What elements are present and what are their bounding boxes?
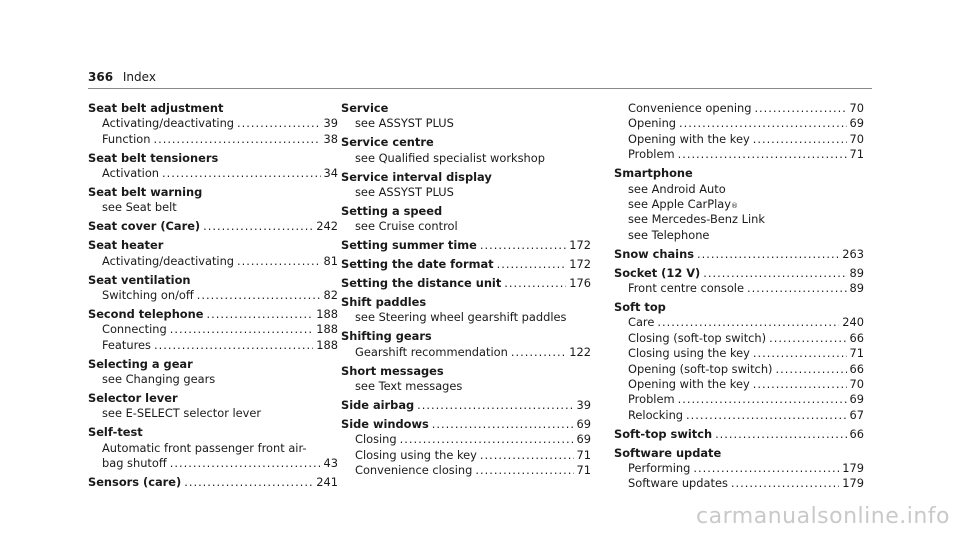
index-entry-heading (341, 204, 591, 219)
entry-term: Soft top (614, 299, 666, 314)
page-reference: 71 (576, 463, 591, 478)
entry-term: Socket (12 V) (614, 265, 701, 280)
index-subentry (88, 441, 338, 456)
index-entry (341, 238, 591, 253)
dot-leader (678, 392, 847, 407)
subentry-text: see Changing gears (102, 372, 216, 386)
index-subentry (614, 116, 864, 131)
page-reference: 89 (849, 280, 864, 295)
index-entry-heading (88, 219, 338, 234)
header-rule (88, 88, 872, 89)
subentry-text: see ASSYST PLUS (355, 185, 454, 200)
entry-term: Self-test (88, 425, 143, 440)
page-reference: 242 (316, 219, 338, 234)
page-reference: 188 (316, 322, 338, 337)
dot-leader (162, 166, 320, 181)
index-entry (88, 151, 338, 182)
subentry-text: Opening (628, 116, 677, 131)
index-subentry (88, 200, 338, 215)
page-reference: 172 (569, 238, 591, 253)
subentry-text: see Text messages (355, 379, 463, 393)
index-subentry (88, 372, 338, 387)
index-entry (88, 238, 338, 269)
dot-leader (203, 219, 313, 234)
dot-leader (753, 346, 847, 361)
subentry-text: see Android Auto (628, 181, 726, 196)
page-reference: 66 (849, 361, 864, 376)
entry-term: Seat belt adjustment (88, 101, 224, 115)
index-entry-heading (88, 238, 338, 253)
entry-term: Side airbag (341, 397, 415, 412)
page-reference: 71 (849, 346, 864, 361)
dot-leader (747, 281, 847, 296)
entry-term: Seat cover (Care) (88, 219, 201, 234)
index-subentry (614, 461, 864, 476)
index-entry (614, 101, 864, 163)
subentry-text: Activating/deactivating (102, 253, 235, 268)
index-entry (341, 101, 591, 132)
index-subentry (341, 219, 591, 234)
index-entry-heading (88, 185, 338, 200)
dot-leader (776, 362, 847, 377)
subentry-text: Activation (102, 166, 160, 181)
index-subentry (341, 379, 591, 394)
dot-leader (497, 257, 567, 272)
dot-leader (432, 417, 574, 432)
index-subentry (614, 212, 864, 227)
index-entry (341, 417, 591, 479)
index-subentry (614, 228, 864, 243)
index-entry (88, 273, 338, 304)
dot-leader (703, 266, 846, 281)
index-subentry (88, 338, 338, 353)
subentry-text: Front centre console (628, 280, 744, 295)
index-entry-heading (88, 357, 338, 372)
dot-leader (480, 448, 574, 463)
entry-term: Setting summer time (341, 238, 477, 253)
index-entry-heading (341, 238, 591, 253)
subentry-text: see Steering wheel gearshift paddles (355, 310, 567, 325)
dot-leader (511, 345, 566, 360)
index-subentry (614, 281, 864, 296)
index-subentry (341, 151, 591, 166)
entry-term: Service centre (341, 135, 434, 150)
page-reference: 66 (849, 426, 864, 441)
page-header (88, 70, 156, 84)
index-entry-heading (341, 417, 591, 432)
subentry-text: Closing using the key (628, 346, 750, 361)
index-subentry (614, 392, 864, 407)
page-reference: 176 (569, 276, 591, 291)
index-entry (341, 329, 591, 360)
subentry-text: Performing (628, 460, 691, 475)
index-subentry (88, 288, 338, 303)
dot-leader (715, 427, 846, 442)
index-subentry (614, 408, 864, 423)
dot-leader (504, 276, 566, 291)
subentry-text: Closing using the key (355, 447, 477, 462)
index-entry-heading (341, 398, 591, 413)
entry-term: Selector lever (88, 390, 178, 405)
entry-term: Setting the date format (341, 257, 494, 272)
subentry-text: Activating/deactivating (102, 116, 235, 131)
subentry-text: see Seat belt (102, 200, 177, 215)
index-entry-heading (341, 276, 591, 291)
index-entry-heading (88, 425, 338, 440)
dot-leader (170, 456, 321, 471)
dot-leader (153, 132, 320, 147)
index-entry (614, 166, 864, 243)
page-reference: 66 (849, 330, 864, 345)
index-entry (341, 295, 591, 326)
dot-leader (679, 116, 846, 131)
index-entry-heading (88, 101, 338, 116)
dot-leader (753, 377, 847, 392)
subentry-text: see ASSYST PLUS (355, 116, 454, 131)
subentry-text: Problem (628, 392, 675, 407)
index-entry-heading (341, 257, 591, 272)
page-reference: 34 (323, 166, 338, 181)
index-subentry (614, 132, 864, 147)
index-entry (88, 101, 338, 147)
dot-leader (154, 338, 313, 353)
index-column-1 (88, 101, 338, 490)
subentry-text: Gearshift recommendation (355, 344, 508, 359)
subentry-text: Connecting (102, 322, 167, 337)
index-entry-heading (614, 166, 864, 181)
dot-leader (480, 238, 566, 253)
index-subentry (614, 346, 864, 361)
page-reference: 241 (316, 474, 338, 489)
index-entry-heading (341, 295, 591, 310)
index-subentry: see Apple CarPlay ® (628, 196, 738, 211)
dot-leader (197, 288, 321, 303)
entry-term: Snow chains (614, 246, 694, 261)
subentry-text: Software updates (628, 476, 728, 491)
dot-leader (475, 463, 573, 478)
index-entry (614, 300, 864, 423)
page-reference: 188 (316, 306, 338, 321)
index-entry (614, 427, 864, 442)
entry-term: Service (341, 101, 389, 115)
page-reference: 188 (316, 337, 338, 352)
index-subentry (341, 432, 591, 447)
index-entry (614, 266, 864, 297)
subentry-text: Relocking (628, 407, 684, 422)
index-entry-heading (88, 273, 338, 288)
entry-term: Shifting gears (341, 329, 432, 344)
entry-term: Smartphone (614, 166, 693, 181)
page-reference: 179 (842, 460, 864, 475)
index-entry (88, 219, 338, 234)
index-subentry (341, 448, 591, 463)
index-entry (88, 391, 338, 422)
dot-leader (657, 315, 839, 330)
subentry-text: see Qualified specialist workshop (355, 150, 545, 165)
subentry-text: see Cruise control (355, 219, 458, 234)
page-reference: 43 (323, 456, 338, 471)
subentry-text: see E-SELECT selector lever (102, 406, 262, 421)
dot-leader (170, 322, 314, 337)
subentry-text: Features (102, 337, 151, 352)
entry-term: Setting a speed (341, 203, 443, 218)
entry-term: Seat heater (88, 238, 164, 253)
index-entry (341, 204, 591, 235)
page-reference: 69 (576, 432, 591, 447)
index-entry (88, 475, 338, 490)
dot-leader (686, 408, 846, 423)
subentry-text: Convenience closing (355, 463, 473, 478)
entry-term: Side windows (341, 416, 429, 431)
index-entry (341, 398, 591, 413)
index-entry-heading (614, 266, 864, 281)
entry-term: Seat belt warning (88, 185, 203, 200)
index-subentry (88, 456, 338, 471)
dot-leader (693, 461, 839, 476)
index-entry (341, 135, 591, 166)
subentry-text: see Apple CarPlay (628, 196, 731, 211)
index-subentry (341, 185, 591, 200)
subentry-text: Care (628, 315, 655, 330)
subentry-text: Convenience opening (628, 101, 752, 115)
entry-term: Soft-top switch (614, 426, 713, 441)
page-reference: 69 (849, 116, 864, 131)
subentry-text: Function (102, 131, 151, 146)
dot-leader (184, 475, 313, 490)
dot-leader (697, 247, 839, 262)
index-subentry (341, 310, 591, 325)
index-entry-heading (341, 101, 591, 116)
dot-leader (237, 254, 320, 269)
entry-term: Service interval display (341, 169, 492, 184)
page-reference: 70 (849, 376, 864, 391)
dot-leader (237, 116, 320, 131)
page-reference: 39 (576, 397, 591, 412)
index-entry (341, 170, 591, 201)
page-reference: 179 (842, 476, 864, 491)
subentry-text: Switching on/off (102, 287, 194, 302)
subentry-text: see Telephone (628, 227, 710, 242)
watermark-logo: carmanualsonline.info (696, 504, 950, 529)
page-reference: 240 (842, 315, 864, 330)
index-subentry (88, 254, 338, 269)
page-reference: 39 (323, 116, 338, 131)
index-subentry (614, 182, 864, 197)
index-entry (88, 357, 338, 388)
page-reference: 70 (849, 101, 864, 115)
entry-term: Setting the distance unit (341, 276, 502, 291)
page-reference: 71 (849, 147, 864, 162)
dot-leader (754, 101, 846, 116)
index-entry-heading (341, 170, 591, 185)
dot-leader (769, 331, 846, 346)
index-entry (88, 185, 338, 216)
index-entry-heading (614, 300, 864, 315)
page-number: 366 (88, 70, 114, 84)
entry-term: Sensors (care) (88, 474, 182, 489)
index-entry (88, 425, 338, 471)
entry-term: Seat ventilation (88, 272, 191, 287)
entry-term: Shift paddles (341, 294, 427, 309)
entry-term: Seat belt tensioners (88, 150, 219, 165)
page-reference: 69 (576, 416, 591, 431)
index-subentry (614, 147, 864, 162)
index-subentry (88, 322, 338, 337)
index-column-3 (614, 101, 864, 492)
entry-term: Selecting a gear (88, 356, 193, 371)
index-subentry (614, 331, 864, 346)
index-entry-heading (341, 135, 591, 150)
page-reference: 172 (569, 257, 591, 272)
index-entry-heading (88, 475, 338, 490)
index-entry (614, 446, 864, 492)
index-subentry (614, 101, 864, 116)
subentry-text: Automatic front passenger front air- (102, 440, 307, 455)
index-subentry (341, 116, 591, 131)
index-entry (88, 307, 338, 353)
dot-leader (400, 432, 574, 447)
entry-term: Short messages (341, 363, 444, 378)
index-subentry (614, 377, 864, 392)
page-reference: 89 (849, 265, 864, 280)
page-section-title: Index (122, 70, 156, 84)
index-entry-heading (614, 427, 864, 442)
index-entry (341, 257, 591, 272)
index-entry (341, 364, 591, 395)
page-reference: 263 (842, 246, 864, 261)
subentry-text: Closing (soft-top switch) (628, 330, 767, 345)
index-subentry (614, 315, 864, 330)
page-reference: 81 (323, 253, 338, 268)
subentry-text: Problem (628, 147, 675, 162)
subentry-text: Opening with the key (628, 131, 750, 146)
page-reference: 38 (323, 131, 338, 146)
page-reference: 122 (569, 344, 591, 359)
index-entry-heading (88, 151, 338, 166)
index-subentry (88, 166, 338, 181)
index-entry-heading (88, 307, 338, 322)
entry-term: Software update (614, 445, 722, 460)
entry-term: Second telephone (88, 306, 204, 321)
index-subentry (614, 476, 864, 491)
index-entry-heading (341, 329, 591, 344)
subentry-text: see Mercedes-Benz Link (628, 212, 765, 227)
index-entry (341, 276, 591, 291)
dot-leader (753, 132, 847, 147)
page-reference: 67 (849, 407, 864, 422)
dot-leader (731, 476, 839, 491)
page-reference: 69 (849, 392, 864, 407)
index-subentry (614, 362, 864, 377)
index-subentry (88, 132, 338, 147)
page-reference: 70 (849, 131, 864, 146)
dot-leader (206, 307, 313, 322)
index-entry-heading (614, 247, 864, 262)
dot-leader (678, 147, 847, 162)
index-entry-heading (341, 364, 591, 379)
index-subentry (341, 463, 591, 478)
index-entry-heading (88, 391, 338, 406)
index-subentry (88, 406, 338, 421)
subentry-text: Opening with the key (628, 376, 750, 391)
subentry-text: Closing (355, 432, 397, 447)
page-reference: 82 (323, 287, 338, 302)
dot-leader (417, 398, 573, 413)
page-reference: 71 (576, 447, 591, 462)
subentry-text: Opening (soft-top switch) (628, 361, 773, 376)
index-subentry (341, 345, 591, 360)
index-entry (614, 247, 864, 262)
index-column-2 (341, 101, 591, 478)
subentry-text: bag shutoff (102, 456, 167, 471)
index-entry-heading (614, 446, 864, 461)
index-subentry (88, 116, 338, 131)
